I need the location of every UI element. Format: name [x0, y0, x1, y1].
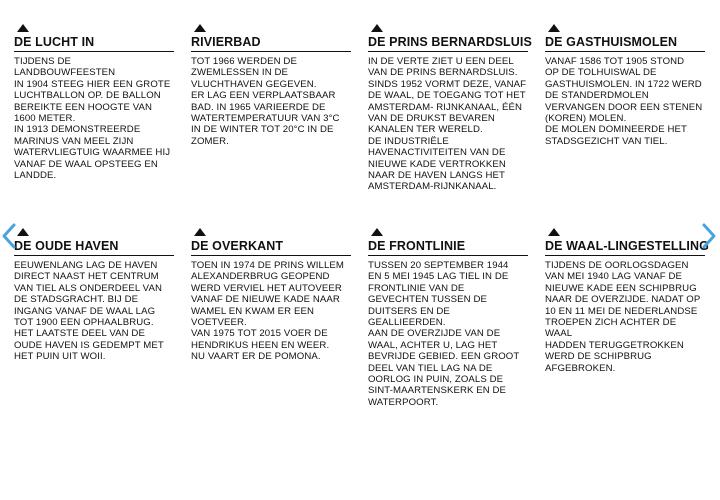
- info-panel-waal-lingestelling: [545, 228, 709, 374]
- panel-title: DE GASTHUISMOLEN: [545, 35, 678, 49]
- chevron-left-icon: [0, 222, 18, 250]
- previous-button[interactable]: [0, 222, 18, 250]
- panel-text: TOT 1966 WERDEN DE ZWEMLESSEN IN DE VLUCHTHAVEN GEGEVEN. ER LAG EEN VERPLAATSBAAR BAD. IN 1965 VARIEERDE DE WATERTEMPERATUUR VAN 3°C IN DE WINTER TOT 20°C IN DE ZOMER.: [191, 56, 340, 147]
- info-panel-oude-haven: [14, 228, 174, 363]
- panel-text: IN DE VERTE ZIET U EEN DEEL VAN DE PRINS BERNARDSLUIS. SINDS 1952 VORMT DEZE, VANAF DE WAAL, DE TOEGANG TOT HET AMSTERDAM- RIJNKANAAL, ÉÉN VAN DE DRUKST BEVAREN KANALEN TER WERELD. DE INDUSTRIËLE HAVENACTIVITEITEN VAN DE NIEUWE KADE VERTROKKEN NAAR DE HAVEN LANGS HET AMSTERDAM-RIJNKANAAL.: [368, 56, 527, 193]
- triangle-marker-icon: [194, 228, 206, 236]
- info-panel-overkant: [191, 228, 351, 363]
- info-panel-de-lucht-in: [14, 24, 174, 181]
- title-divider: [545, 51, 705, 52]
- title-divider: [545, 255, 705, 256]
- panel-text: TOEN IN 1974 DE PRINS WILLEM ALEXANDERBRUG GEOPEND WERD VERVIEL HET AUTOVEER VANAF DE NIEUWE KADE NAAR WAMEL EN KWAM ER EEN VOETVEER. VAN 1975 TOT 2015 VOER DE HENDRIKUS HEEN EN WEER. NU VAART ER DE POMONA.: [191, 260, 344, 363]
- triangle-marker-icon: [371, 24, 383, 32]
- triangle-marker-icon: [17, 24, 29, 32]
- triangle-marker-icon: [371, 228, 383, 236]
- panel-title: DE LUCHT IN: [14, 35, 95, 49]
- triangle-marker-icon: [548, 24, 560, 32]
- panel-title: DE OVERKANT: [191, 239, 284, 253]
- title-divider: [191, 255, 351, 256]
- triangle-marker-icon: [548, 228, 560, 236]
- panel-title: DE OUDE HAVEN: [14, 239, 119, 253]
- panel-text: TIJDENS DE OORLOGSDAGEN VAN MEI 1940 LAG VANAF DE NIEUWE KADE EEN SCHIPBRUG NAAR DE OVERZIJDE. NADAT OP 10 EN 11 MEI DE NEDERLANDSE TROEPEN ZICH ACHTER DE WAAL HADDEN TERUGGETROKKEN WERD DE SCHIPBRUG AFGEBROKEN.: [545, 260, 701, 374]
- title-divider: [14, 255, 174, 256]
- panel-title: DE FRONTLINIE: [368, 239, 466, 253]
- panel-title: DE PRINS BERNARDSLUIS: [368, 35, 532, 49]
- panel-text: EEUWENLANG LAG DE HAVEN DIRECT NAAST HET CENTRUM VAN TIEL ALS ONDERDEEL VAN DE STADSGRACHT. BIJ DE INGANG VANAF DE WAAL LAG TOT 1900 EEN OPHAALBRUG. HET LAATSTE DEEL VAN DE OUDE HAVEN IS GEDEMPT MET HET PUIN UIT WOII.: [14, 260, 164, 363]
- title-divider: [191, 51, 351, 52]
- next-button[interactable]: [700, 222, 718, 250]
- title-divider: [368, 255, 528, 256]
- info-panel-rivierbad: [191, 24, 351, 147]
- info-panel-prins-bernardsluis: [368, 24, 532, 193]
- panel-title: RIVIERBAD: [191, 35, 261, 49]
- chevron-right-icon: [700, 222, 718, 250]
- panel-text: VANAF 1586 TOT 1905 STOND OP DE TOLHUISWAL DE GASTHUISMOLEN. IN 1722 WERD DE STANDERDMOLEN VERVANGEN DOOR EEN STENEN (KOREN) MOLEN. DE MOLEN DOMINEERDE HET STADSGEZICHT VAN TIEL.: [545, 56, 703, 147]
- info-panel-gasthuismolen: [545, 24, 705, 147]
- triangle-marker-icon: [194, 24, 206, 32]
- panel-text: TUSSEN 20 SEPTEMBER 1944 EN 5 MEI 1945 LAG TIEL IN DE FRONTLINIE VAN DE GEVECHTEN TUSSEN DE DUITSERS EN DE GEALLIEERDEN. AAN DE OVERZIJDE VAN DE WAAL, ACHTER U, LAG HET BEVRIJDE GEBIED. EEN GROOT DEEL VAN TIEL LAG NA DE OORLOG IN PUIN, ZOALS DE SINT-MAARTENSKERK EN DE WATERPOORT.: [368, 260, 520, 408]
- info-panel-frontlinie: [368, 228, 528, 408]
- panel-text: TIJDENS DE LANDBOUWFEESTEN IN 1904 STEEG HIER EEN GROTE LUCHTBALLON OP. DE BALLON BEREIKTE EEN HOOGTE VAN 1600 METER. IN 1913 DEMONSTREERDE MARINUS VAN MEEL ZIJN WATERVLIEGTUIG WAARMEE HIJ VANAF DE WAAL OPSTEEG EN LANDDE.: [14, 56, 171, 182]
- title-divider: [368, 51, 528, 52]
- panel-title: DE WAAL-LINGESTELLING: [545, 239, 709, 253]
- triangle-marker-icon: [17, 228, 29, 236]
- title-divider: [14, 51, 174, 52]
